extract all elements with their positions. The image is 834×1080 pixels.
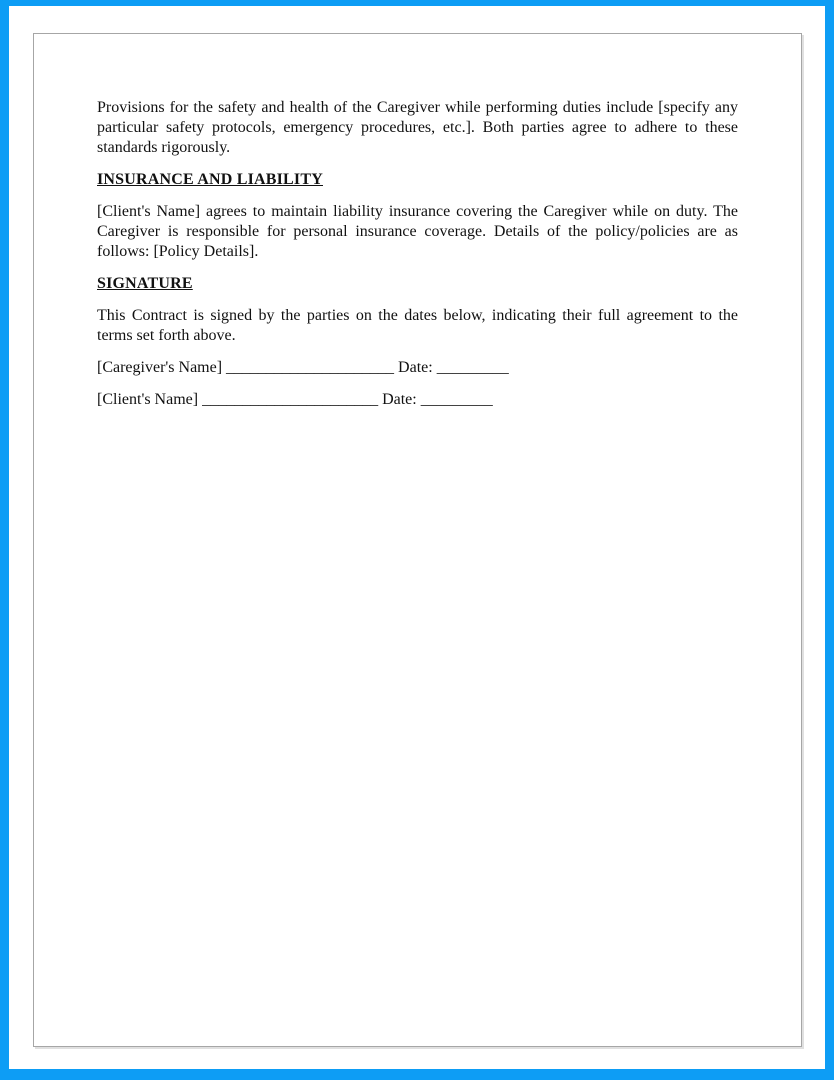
insurance-paragraph: [Client's Name] agrees to maintain liability insurance covering the Caregiver while on duty. The Caregiver is responsible for personal insurance coverage. Details of the policy/policies are as follows: [Policy Details].: [97, 203, 738, 260]
client-signature-line: [97, 390, 738, 410]
contract-page: [33, 33, 802, 1047]
client-signature-blank: ______________________: [202, 391, 379, 408]
safety-paragraph: Provisions for the safety and health of the Caregiver while performing duties include [specify any particular safety protocols, emergency procedures, etc.]. Both parties agree to adhere to these standards rigorously.: [97, 99, 738, 156]
client-date-label: Date:: [382, 391, 417, 408]
client-name-label: [Client's Name]: [97, 391, 199, 408]
signature-paragraph: This Contract is signed by the parties on the dates below, indicating their full agreement to the terms set forth above.: [97, 307, 738, 344]
client-date-blank: _________: [420, 391, 493, 408]
insurance-and-liability-heading: INSURANCE AND LIABILITY: [97, 171, 323, 188]
signature-heading: SIGNATURE: [97, 275, 193, 292]
caregiver-signature-line: [97, 358, 738, 378]
caregiver-signature-blank: _____________________: [226, 359, 395, 376]
caregiver-name-label: [Caregiver's Name]: [97, 359, 223, 376]
caregiver-date-blank: _________: [436, 359, 509, 376]
caregiver-date-label: Date:: [398, 359, 433, 376]
